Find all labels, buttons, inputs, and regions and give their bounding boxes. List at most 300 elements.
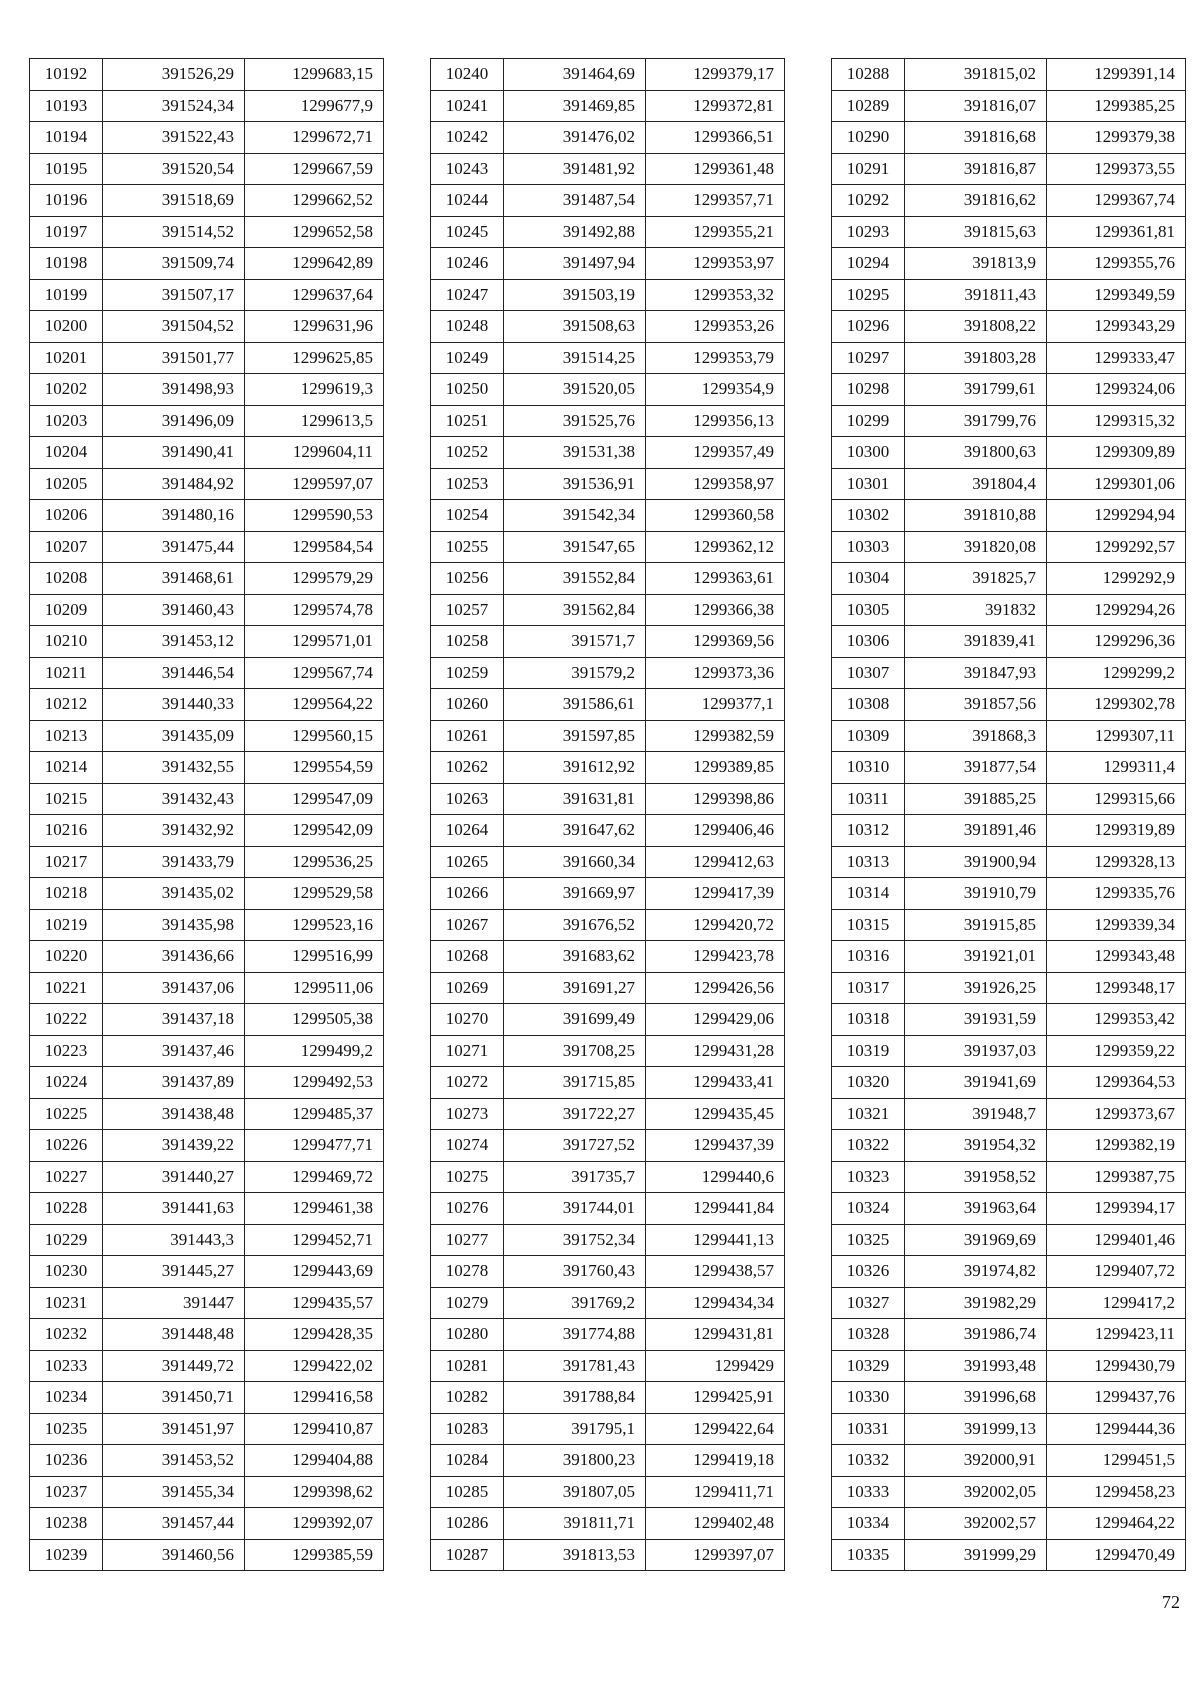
- point-id-cell: 10246: [431, 248, 504, 280]
- y-coordinate-cell: 1299382,59: [646, 720, 785, 752]
- y-coordinate-cell: 1299389,85: [646, 752, 785, 784]
- point-id-cell: 10323: [832, 1161, 905, 1193]
- y-coordinate-cell: 1299677,9: [245, 90, 384, 122]
- x-coordinate-cell: 391660,34: [504, 846, 646, 878]
- table-row: [30, 1476, 384, 1508]
- point-id-cell: 10229: [30, 1224, 103, 1256]
- table-row: [30, 626, 384, 658]
- x-coordinate-cell: 391803,28: [905, 342, 1047, 374]
- point-id-cell: 10322: [832, 1130, 905, 1162]
- table-row: [431, 90, 785, 122]
- point-id-cell: 10313: [832, 846, 905, 878]
- table-row: [30, 437, 384, 469]
- x-coordinate-cell: 391509,74: [103, 248, 245, 280]
- point-id-cell: 10327: [832, 1287, 905, 1319]
- table-row: [30, 311, 384, 343]
- table-row: [431, 531, 785, 563]
- point-id-cell: 10238: [30, 1508, 103, 1540]
- y-coordinate-cell: 1299296,36: [1047, 626, 1186, 658]
- x-coordinate-cell: 391433,79: [103, 846, 245, 878]
- y-coordinate-cell: 1299429,06: [646, 1004, 785, 1036]
- table-row: [431, 1413, 785, 1445]
- y-coordinate-cell: 1299631,96: [245, 311, 384, 343]
- table-row: [30, 1035, 384, 1067]
- point-id-cell: 10334: [832, 1508, 905, 1540]
- point-id-cell: 10329: [832, 1350, 905, 1382]
- table-row: [431, 1130, 785, 1162]
- x-coordinate-cell: 391999,13: [905, 1413, 1047, 1445]
- point-id-cell: 10271: [431, 1035, 504, 1067]
- table-row: [30, 531, 384, 563]
- y-coordinate-cell: 1299604,11: [245, 437, 384, 469]
- y-coordinate-cell: 1299584,54: [245, 531, 384, 563]
- point-id-cell: 10197: [30, 216, 103, 248]
- y-coordinate-cell: 1299294,94: [1047, 500, 1186, 532]
- point-id-cell: 10268: [431, 941, 504, 973]
- x-coordinate-cell: 391807,05: [504, 1476, 646, 1508]
- y-coordinate-cell: 1299516,99: [245, 941, 384, 973]
- y-coordinate-cell: 1299385,59: [245, 1539, 384, 1571]
- point-id-cell: 10294: [832, 248, 905, 280]
- table-row: [431, 153, 785, 185]
- table-row: [832, 878, 1186, 910]
- table-row: [431, 59, 785, 91]
- table-row: [431, 342, 785, 374]
- x-coordinate-cell: 392002,05: [905, 1476, 1047, 1508]
- table-row: [832, 1035, 1186, 1067]
- y-coordinate-cell: 1299428,35: [245, 1319, 384, 1351]
- table-row: [832, 1382, 1186, 1414]
- point-id-cell: 10277: [431, 1224, 504, 1256]
- table-row: [431, 1067, 785, 1099]
- x-coordinate-cell: 391715,85: [504, 1067, 646, 1099]
- table-row: [431, 374, 785, 406]
- y-coordinate-cell: 1299564,22: [245, 689, 384, 721]
- table-row: [431, 846, 785, 878]
- y-coordinate-cell: 1299324,06: [1047, 374, 1186, 406]
- y-coordinate-cell: 1299373,36: [646, 657, 785, 689]
- x-coordinate-cell: 391586,61: [504, 689, 646, 721]
- point-id-cell: 10314: [832, 878, 905, 910]
- table-row: [431, 563, 785, 595]
- table-row: [832, 815, 1186, 847]
- table-row: [832, 1256, 1186, 1288]
- coordinates-table-3: [831, 58, 1186, 1571]
- y-coordinate-cell: 1299382,19: [1047, 1130, 1186, 1162]
- table-row: [30, 1539, 384, 1571]
- y-coordinate-cell: 1299360,58: [646, 500, 785, 532]
- y-coordinate-cell: 1299662,52: [245, 185, 384, 217]
- table-row: [431, 878, 785, 910]
- y-coordinate-cell: 1299597,07: [245, 468, 384, 500]
- x-coordinate-cell: 391631,81: [504, 783, 646, 815]
- x-coordinate-cell: 391937,03: [905, 1035, 1047, 1067]
- x-coordinate-cell: 391813,53: [504, 1539, 646, 1571]
- y-coordinate-cell: 1299434,34: [646, 1287, 785, 1319]
- x-coordinate-cell: 391571,7: [504, 626, 646, 658]
- table-row: [832, 563, 1186, 595]
- y-coordinate-cell: 1299353,79: [646, 342, 785, 374]
- y-coordinate-cell: 1299590,53: [245, 500, 384, 532]
- point-id-cell: 10244: [431, 185, 504, 217]
- table-row: [431, 1539, 785, 1571]
- point-id-cell: 10221: [30, 972, 103, 1004]
- point-id-cell: 10272: [431, 1067, 504, 1099]
- y-coordinate-cell: 1299309,89: [1047, 437, 1186, 469]
- x-coordinate-cell: 391508,63: [504, 311, 646, 343]
- y-coordinate-cell: 1299652,58: [245, 216, 384, 248]
- y-coordinate-cell: 1299379,38: [1047, 122, 1186, 154]
- y-coordinate-cell: 1299435,57: [245, 1287, 384, 1319]
- point-id-cell: 10214: [30, 752, 103, 784]
- point-id-cell: 10284: [431, 1445, 504, 1477]
- point-id-cell: 10201: [30, 342, 103, 374]
- x-coordinate-cell: 391885,25: [905, 783, 1047, 815]
- x-coordinate-cell: 391669,97: [504, 878, 646, 910]
- y-coordinate-cell: 1299311,4: [1047, 752, 1186, 784]
- point-id-cell: 10289: [832, 90, 905, 122]
- y-coordinate-cell: 1299458,23: [1047, 1476, 1186, 1508]
- table-row: [431, 1224, 785, 1256]
- point-id-cell: 10298: [832, 374, 905, 406]
- y-coordinate-cell: 1299430,79: [1047, 1350, 1186, 1382]
- x-coordinate-cell: 391735,7: [504, 1161, 646, 1193]
- point-id-cell: 10279: [431, 1287, 504, 1319]
- x-coordinate-cell: 391475,44: [103, 531, 245, 563]
- x-coordinate-cell: 391752,34: [504, 1224, 646, 1256]
- table-row: [30, 594, 384, 626]
- table-row: [30, 941, 384, 973]
- table-row: [431, 279, 785, 311]
- y-coordinate-cell: 1299461,38: [245, 1193, 384, 1225]
- coordinates-table-1: [29, 58, 384, 1571]
- point-id-cell: 10267: [431, 909, 504, 941]
- point-id-cell: 10199: [30, 279, 103, 311]
- point-id-cell: 10252: [431, 437, 504, 469]
- table-row: [832, 1098, 1186, 1130]
- table-row: [30, 1287, 384, 1319]
- point-id-cell: 10240: [431, 59, 504, 91]
- y-coordinate-cell: 1299429: [646, 1350, 785, 1382]
- x-coordinate-cell: 391490,41: [103, 437, 245, 469]
- x-coordinate-cell: 391525,76: [504, 405, 646, 437]
- x-coordinate-cell: 391514,25: [504, 342, 646, 374]
- point-id-cell: 10211: [30, 657, 103, 689]
- x-coordinate-cell: 391547,65: [504, 531, 646, 563]
- x-coordinate-cell: 391441,63: [103, 1193, 245, 1225]
- point-id-cell: 10335: [832, 1539, 905, 1571]
- point-id-cell: 10312: [832, 815, 905, 847]
- x-coordinate-cell: 391503,19: [504, 279, 646, 311]
- table-row: [832, 153, 1186, 185]
- x-coordinate-cell: 391498,93: [103, 374, 245, 406]
- y-coordinate-cell: 1299294,26: [1047, 594, 1186, 626]
- x-coordinate-cell: 391816,68: [905, 122, 1047, 154]
- point-id-cell: 10256: [431, 563, 504, 595]
- point-id-cell: 10293: [832, 216, 905, 248]
- y-coordinate-cell: 1299511,06: [245, 972, 384, 1004]
- x-coordinate-cell: 391810,88: [905, 500, 1047, 532]
- x-coordinate-cell: 391795,1: [504, 1413, 646, 1445]
- table-row: [431, 1476, 785, 1508]
- x-coordinate-cell: 391954,32: [905, 1130, 1047, 1162]
- point-id-cell: 10302: [832, 500, 905, 532]
- point-id-cell: 10215: [30, 783, 103, 815]
- table-row: [431, 909, 785, 941]
- point-id-cell: 10291: [832, 153, 905, 185]
- table-row: [30, 846, 384, 878]
- x-coordinate-cell: 391963,64: [905, 1193, 1047, 1225]
- table-row: [832, 1130, 1186, 1162]
- point-id-cell: 10320: [832, 1067, 905, 1099]
- table-row: [30, 153, 384, 185]
- y-coordinate-cell: 1299369,56: [646, 626, 785, 658]
- table-row: [832, 909, 1186, 941]
- y-coordinate-cell: 1299372,81: [646, 90, 785, 122]
- table-row: [30, 248, 384, 280]
- x-coordinate-cell: 391832: [905, 594, 1047, 626]
- table-row: [832, 1193, 1186, 1225]
- y-coordinate-cell: 1299451,5: [1047, 1445, 1186, 1477]
- y-coordinate-cell: 1299470,49: [1047, 1539, 1186, 1571]
- y-coordinate-cell: 1299440,6: [646, 1161, 785, 1193]
- point-id-cell: 10218: [30, 878, 103, 910]
- y-coordinate-cell: 1299353,97: [646, 248, 785, 280]
- point-id-cell: 10317: [832, 972, 905, 1004]
- y-coordinate-cell: 1299357,49: [646, 437, 785, 469]
- y-coordinate-cell: 1299419,18: [646, 1445, 785, 1477]
- table-row: [30, 783, 384, 815]
- point-id-cell: 10316: [832, 941, 905, 973]
- point-id-cell: 10331: [832, 1413, 905, 1445]
- y-coordinate-cell: 1299536,25: [245, 846, 384, 878]
- table-row: [832, 468, 1186, 500]
- point-id-cell: 10224: [30, 1067, 103, 1099]
- x-coordinate-cell: 391440,27: [103, 1161, 245, 1193]
- table-row: [431, 752, 785, 784]
- x-coordinate-cell: 391597,85: [504, 720, 646, 752]
- table-row: [431, 500, 785, 532]
- table-row: [431, 972, 785, 1004]
- table-row: [832, 1004, 1186, 1036]
- table-row: [832, 437, 1186, 469]
- point-id-cell: 10290: [832, 122, 905, 154]
- x-coordinate-cell: 391457,44: [103, 1508, 245, 1540]
- point-id-cell: 10258: [431, 626, 504, 658]
- x-coordinate-cell: 391480,16: [103, 500, 245, 532]
- x-coordinate-cell: 391524,34: [103, 90, 245, 122]
- table-row: [30, 1382, 384, 1414]
- y-coordinate-cell: 1299423,78: [646, 941, 785, 973]
- table-row: [832, 846, 1186, 878]
- point-id-cell: 10273: [431, 1098, 504, 1130]
- x-coordinate-cell: 391804,4: [905, 468, 1047, 500]
- point-id-cell: 10281: [431, 1350, 504, 1382]
- x-coordinate-cell: 391526,29: [103, 59, 245, 91]
- x-coordinate-cell: 391948,7: [905, 1098, 1047, 1130]
- x-coordinate-cell: 391708,25: [504, 1035, 646, 1067]
- y-coordinate-cell: 1299417,2: [1047, 1287, 1186, 1319]
- table-row: [832, 626, 1186, 658]
- point-id-cell: 10260: [431, 689, 504, 721]
- table-row: [832, 342, 1186, 374]
- y-coordinate-cell: 1299343,29: [1047, 311, 1186, 343]
- x-coordinate-cell: 391507,17: [103, 279, 245, 311]
- x-coordinate-cell: 391815,02: [905, 59, 1047, 91]
- point-id-cell: 10305: [832, 594, 905, 626]
- point-id-cell: 10288: [832, 59, 905, 91]
- x-coordinate-cell: 391915,85: [905, 909, 1047, 941]
- point-id-cell: 10276: [431, 1193, 504, 1225]
- point-id-cell: 10204: [30, 437, 103, 469]
- x-coordinate-cell: 391799,76: [905, 405, 1047, 437]
- point-id-cell: 10245: [431, 216, 504, 248]
- y-coordinate-cell: 1299523,16: [245, 909, 384, 941]
- x-coordinate-cell: 391941,69: [905, 1067, 1047, 1099]
- table-row: [30, 815, 384, 847]
- point-id-cell: 10208: [30, 563, 103, 595]
- y-coordinate-cell: 1299355,76: [1047, 248, 1186, 280]
- table-row: [431, 720, 785, 752]
- x-coordinate-cell: 391769,2: [504, 1287, 646, 1319]
- y-coordinate-cell: 1299443,69: [245, 1256, 384, 1288]
- x-coordinate-cell: 391481,92: [504, 153, 646, 185]
- table-row: [30, 122, 384, 154]
- x-coordinate-cell: 391820,08: [905, 531, 1047, 563]
- x-coordinate-cell: 391435,02: [103, 878, 245, 910]
- x-coordinate-cell: 391788,84: [504, 1382, 646, 1414]
- x-coordinate-cell: 391460,43: [103, 594, 245, 626]
- point-id-cell: 10209: [30, 594, 103, 626]
- point-id-cell: 10242: [431, 122, 504, 154]
- point-id-cell: 10247: [431, 279, 504, 311]
- y-coordinate-cell: 1299354,9: [646, 374, 785, 406]
- point-id-cell: 10285: [431, 1476, 504, 1508]
- table-row: [30, 1224, 384, 1256]
- table-row: [30, 1256, 384, 1288]
- table-row: [832, 248, 1186, 280]
- y-coordinate-cell: 1299625,85: [245, 342, 384, 374]
- point-id-cell: 10237: [30, 1476, 103, 1508]
- y-coordinate-cell: 1299394,17: [1047, 1193, 1186, 1225]
- y-coordinate-cell: 1299398,62: [245, 1476, 384, 1508]
- x-coordinate-cell: 391969,69: [905, 1224, 1047, 1256]
- x-coordinate-cell: 391432,43: [103, 783, 245, 815]
- table-row: [431, 689, 785, 721]
- y-coordinate-cell: 1299366,51: [646, 122, 785, 154]
- point-id-cell: 10301: [832, 468, 905, 500]
- y-coordinate-cell: 1299406,46: [646, 815, 785, 847]
- point-id-cell: 10270: [431, 1004, 504, 1036]
- y-coordinate-cell: 1299547,09: [245, 783, 384, 815]
- y-coordinate-cell: 1299407,72: [1047, 1256, 1186, 1288]
- table-row: [30, 1445, 384, 1477]
- table-row: [832, 405, 1186, 437]
- point-id-cell: 10299: [832, 405, 905, 437]
- point-id-cell: 10241: [431, 90, 504, 122]
- y-coordinate-cell: 1299416,58: [245, 1382, 384, 1414]
- x-coordinate-cell: 391931,59: [905, 1004, 1047, 1036]
- point-id-cell: 10219: [30, 909, 103, 941]
- table-row: [30, 405, 384, 437]
- point-id-cell: 10225: [30, 1098, 103, 1130]
- table-row: [431, 1350, 785, 1382]
- x-coordinate-cell: 391518,69: [103, 185, 245, 217]
- y-coordinate-cell: 1299672,71: [245, 122, 384, 154]
- table-row: [832, 122, 1186, 154]
- y-coordinate-cell: 1299391,14: [1047, 59, 1186, 91]
- y-coordinate-cell: 1299444,36: [1047, 1413, 1186, 1445]
- x-coordinate-cell: 391799,61: [905, 374, 1047, 406]
- x-coordinate-cell: 391501,77: [103, 342, 245, 374]
- point-id-cell: 10233: [30, 1350, 103, 1382]
- table-row: [30, 1319, 384, 1351]
- x-coordinate-cell: 391445,27: [103, 1256, 245, 1288]
- y-coordinate-cell: 1299319,89: [1047, 815, 1186, 847]
- table-row: [832, 594, 1186, 626]
- y-coordinate-cell: 1299302,78: [1047, 689, 1186, 721]
- y-coordinate-cell: 1299574,78: [245, 594, 384, 626]
- point-id-cell: 10243: [431, 153, 504, 185]
- point-id-cell: 10303: [832, 531, 905, 563]
- x-coordinate-cell: 391447: [103, 1287, 245, 1319]
- table-row: [30, 59, 384, 91]
- point-id-cell: 10227: [30, 1161, 103, 1193]
- table-row: [30, 878, 384, 910]
- x-coordinate-cell: 391440,33: [103, 689, 245, 721]
- x-coordinate-cell: 391647,62: [504, 815, 646, 847]
- y-coordinate-cell: 1299499,2: [245, 1035, 384, 1067]
- table-row: [431, 657, 785, 689]
- table-row: [832, 1224, 1186, 1256]
- table-row: [431, 405, 785, 437]
- x-coordinate-cell: 391813,9: [905, 248, 1047, 280]
- point-id-cell: 10222: [30, 1004, 103, 1036]
- y-coordinate-cell: 1299301,06: [1047, 468, 1186, 500]
- y-coordinate-cell: 1299477,71: [245, 1130, 384, 1162]
- table-row: [832, 185, 1186, 217]
- point-id-cell: 10321: [832, 1098, 905, 1130]
- x-coordinate-cell: 391691,27: [504, 972, 646, 1004]
- x-coordinate-cell: 391432,55: [103, 752, 245, 784]
- table-row: [30, 1508, 384, 1540]
- table-row: [431, 1161, 785, 1193]
- y-coordinate-cell: 1299353,26: [646, 311, 785, 343]
- table-row: [30, 1098, 384, 1130]
- x-coordinate-cell: 392002,57: [905, 1508, 1047, 1540]
- point-id-cell: 10223: [30, 1035, 103, 1067]
- point-id-cell: 10295: [832, 279, 905, 311]
- x-coordinate-cell: 391847,93: [905, 657, 1047, 689]
- point-id-cell: 10205: [30, 468, 103, 500]
- point-id-cell: 10324: [832, 1193, 905, 1225]
- table-row: [431, 1035, 785, 1067]
- y-coordinate-cell: 1299567,74: [245, 657, 384, 689]
- y-coordinate-cell: 1299560,15: [245, 720, 384, 752]
- x-coordinate-cell: 391476,02: [504, 122, 646, 154]
- point-id-cell: 10254: [431, 500, 504, 532]
- x-coordinate-cell: 391531,38: [504, 437, 646, 469]
- table-row: [832, 783, 1186, 815]
- table-row: [30, 216, 384, 248]
- point-id-cell: 10269: [431, 972, 504, 1004]
- y-coordinate-cell: 1299364,53: [1047, 1067, 1186, 1099]
- point-id-cell: 10292: [832, 185, 905, 217]
- table-row: [832, 1161, 1186, 1193]
- table-row: [431, 1445, 785, 1477]
- table-row: [431, 1287, 785, 1319]
- table-row: [30, 1067, 384, 1099]
